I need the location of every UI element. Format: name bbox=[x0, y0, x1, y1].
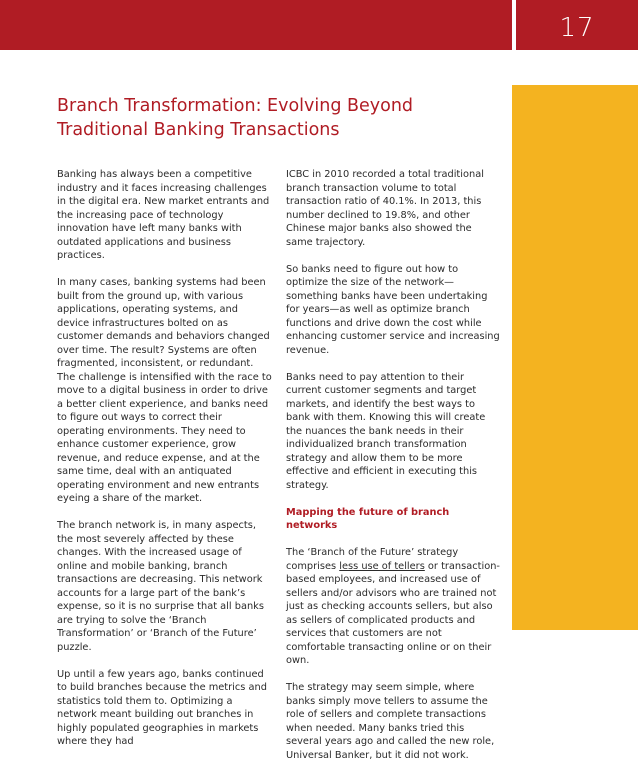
underlined-text: less use of tellers bbox=[339, 560, 425, 572]
page-number: 17 bbox=[559, 13, 595, 43]
paragraph: So banks need to figure out how to optimize the size of the network—something banks have been undertaking for years—as well as optimize branch functions and drive down the cost while enhancing customer service and increasing revenue. bbox=[286, 263, 500, 356]
paragraph: In many cases, banking systems had been built from the ground up, with various applications, operating systems, and device infrastructures bolted on as customer demands and behaviors changed over time. The result? Systems are often fragmented, inconsistent, or redundant. The challenge is intensified with the race to move to a digital business in order to drive a better client experience, and banks need to figure out ways to correct their operating environments. They need to enhance customer experience, grow revenue, and reduce expense, and at the same time, deal with an antiquated operating environment and new entrants eyeing a share of the market. bbox=[57, 277, 272, 504]
right-column bbox=[286, 168, 501, 776]
section-subheading: Mapping the future of branch networks bbox=[286, 506, 450, 531]
paragraph: Banking has always been a competitive industry and it faces increasing challenges in the digital era. New market entrants and the increasing pace of technology innovation have left many banks with outdated applications and business practices. bbox=[57, 169, 270, 261]
article-title: Branch Transformation: Evolving Beyond Traditional Banking Transactions bbox=[57, 96, 414, 140]
text-segment: The ‘Branch of the Future’ strategy comprises bbox=[286, 547, 459, 572]
accent-sidebar bbox=[512, 85, 638, 630]
paragraph: Banks need to pay attention to their current customer segments and target markets, and identify the best ways to bank with them. Knowing this will create the nuances the bank needs in their individualized branch transformation strategy and allow them to be more effective and efficient in executing this strategy. bbox=[286, 371, 486, 491]
paragraph-branch-future bbox=[286, 546, 501, 668]
paragraph: ICBC in 2010 recorded a total traditional branch transaction volume to total transaction ratio of 40.1%. In 2013, this number declined to 19.8%, and other Chinese major banks also showed the same trajectory. bbox=[286, 169, 484, 248]
left-column bbox=[57, 168, 272, 762]
header-bar bbox=[0, 0, 512, 50]
paragraph: Up until a few years ago, banks continued to build branches because the metrics and statistics told them to. Optimizing a network meant building out branches in highly populated geographies in markets where they had bbox=[57, 668, 267, 747]
paragraph: The strategy may seem simple, where banks simply move tellers to assume the role of sellers and complete transactions when needed. Many banks tried this several years ago and called the new role, Universal Banker, but it did not work. bbox=[286, 682, 495, 761]
text-segment: or transaction-based employees, and increased use of sellers and/or advisors who are trained not just as checking accounts sellers, but also as sellers of complicated products and services that customers are not comfortable transacting online or on their own. bbox=[286, 560, 500, 666]
paragraph: The branch network is, in many aspects, the most severely affected by these changes. With the increased usage of online and mobile banking, branch transactions are decreasing. This network accounts for a large part of the bank’s expense, so it is no surprise that all banks are trying to solve the ‘Branch Transformation’ or ‘Branch of the Future’ puzzle. bbox=[57, 520, 264, 653]
